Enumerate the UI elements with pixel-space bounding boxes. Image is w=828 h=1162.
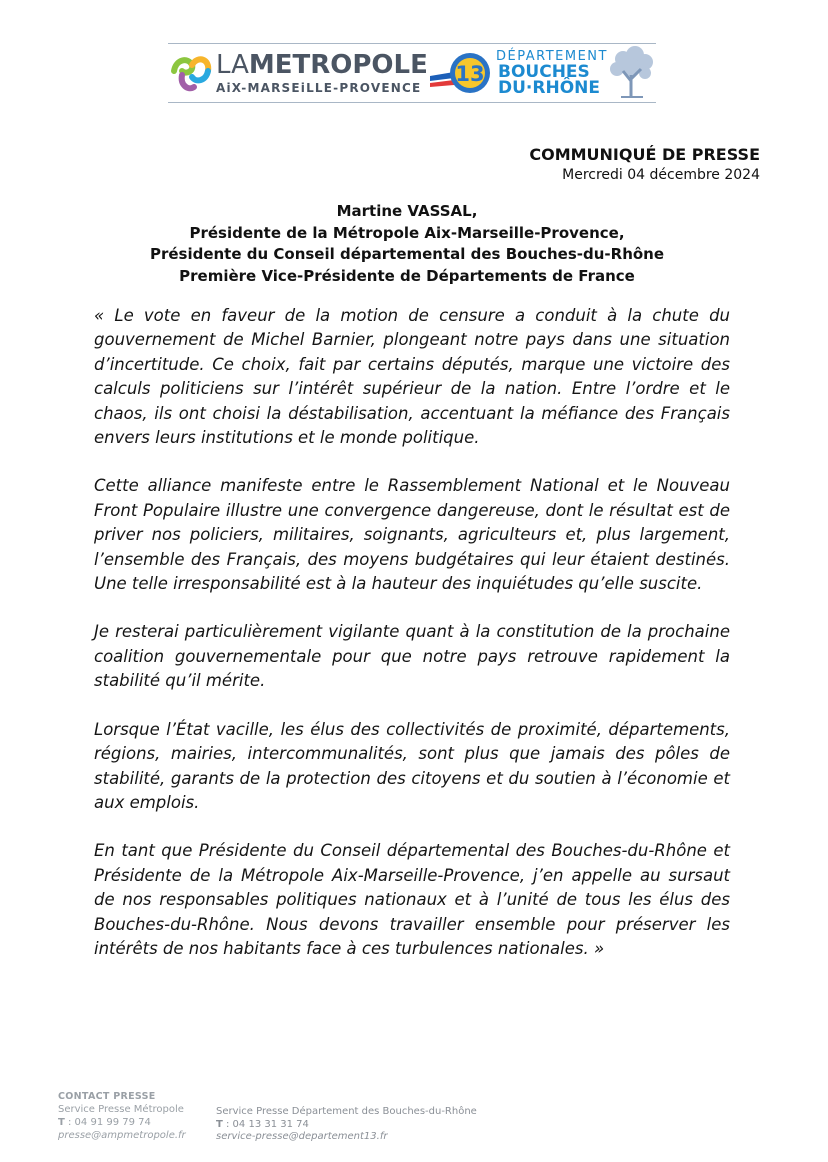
contact-label: CONTACT PRESSE	[58, 1091, 156, 1102]
statement-paragraph-5: En tant que Présidente du Conseil départemental des Bouches-du-Rhône et Présidente de la Métropole Aix-Marseille-Provence, j’en appelle au sursaut de nos responsables politiques nationaux et à l’unité de tous les élus des Bouches-du-Rhône. Nous devons travailler ensemble pour préserver les intérêts de nos habitants face à ces turbulences nationales. »	[94, 841, 730, 958]
departement-logo-line3: DU·RHÔNE	[498, 78, 600, 98]
footer-contact-metropole	[58, 1090, 186, 1142]
communique-date: Mercredi 04 décembre 2024	[562, 167, 760, 183]
metropole-press-service: Service Presse Métropole	[58, 1104, 184, 1115]
metropole-logo-title: LAMETROPOLE	[216, 50, 428, 80]
olive-tree-icon	[605, 45, 657, 101]
statement-paragraph-2: Cette alliance manifeste entre le Rassemblement National et le Nouveau Front Populaire illustre une convergence dangereuse, dont le résultat est de priver nos policiers, militaires, soignants, agriculteurs et, plus largement, l’ensemble des Français, des moyens budgétaires qui leur étaient destinés. Une telle irresponsabilité est à la hauteur des inquiétudes qu’elle suscite.	[94, 476, 730, 594]
metropole-logo-subtitle: AiX-MARSEiLLE-PROVENCE	[216, 81, 422, 95]
departement-press-phone: T : 04 13 31 31 74	[216, 1118, 309, 1130]
header-logos	[168, 43, 656, 103]
departement-emblem-icon	[430, 50, 494, 96]
metropole-emblem-icon	[170, 51, 214, 95]
departement-emblem-number: 13	[455, 62, 485, 86]
departement-press-email[interactable]: service-presse@departement13.fr	[216, 1131, 388, 1142]
departement-logo-line2: BOUCHES	[498, 62, 590, 82]
signatory-block	[100, 201, 714, 287]
signatory-name: Martine VASSAL,	[336, 202, 478, 220]
header-bottom-rule	[168, 102, 656, 103]
departement-press-service: Service Presse Département des Bouches-du-Rhône	[216, 1106, 477, 1117]
signatory-title-1: Présidente de la Métropole Aix-Marseille-Provence,	[189, 223, 625, 242]
communique-title: COMMUNIQUÉ DE PRESSE	[529, 145, 760, 164]
signatory-title-3: Première Vice-Présidente de Départements de France	[179, 266, 635, 285]
statement-paragraph-4: Lorsque l’État vacille, les élus des collectivités de proximité, départements, régions, mairies, intercommunalités, sont plus que jamais des pôles de stabilité, garants de la protection des citoyens et du soutien à l’économie et aux emplois.	[94, 719, 730, 812]
departement-logo-line1: DÉPARTEMENT	[496, 49, 608, 64]
statement-paragraph-1: « Le vote en faveur de la motion de censure a conduit à la chute du gouvernement de Michel Barnier, plongeant notre pays dans une situation d’incertitude. Ce choix, fait par certains députés, marque une victoire des calculs politiciens sur l’intérêt supérieur de la nation. Entre l’ordre et le chaos, ils ont choisi la déstabilisation, accentuant la méfiance des Français envers leurs institutions et le monde politique.	[94, 306, 730, 448]
footer-contact-departement	[216, 1106, 477, 1144]
metropole-press-phone: T : 04 91 99 79 74	[58, 1117, 151, 1128]
signatory-title-2: Présidente du Conseil départemental des Bouches-du-Rhône	[149, 245, 665, 263]
statement-body	[94, 304, 730, 985]
header-top-rule	[168, 43, 656, 44]
metropole-press-email[interactable]: presse@ampmetropole.fr	[58, 1130, 186, 1141]
statement-paragraph-3: Je resterai particulièrement vigilante quant à la constitution de la prochaine coalition gouvernementale pour que notre pays retrouve rapidement la stabilité qu’il mérite.	[94, 622, 730, 691]
